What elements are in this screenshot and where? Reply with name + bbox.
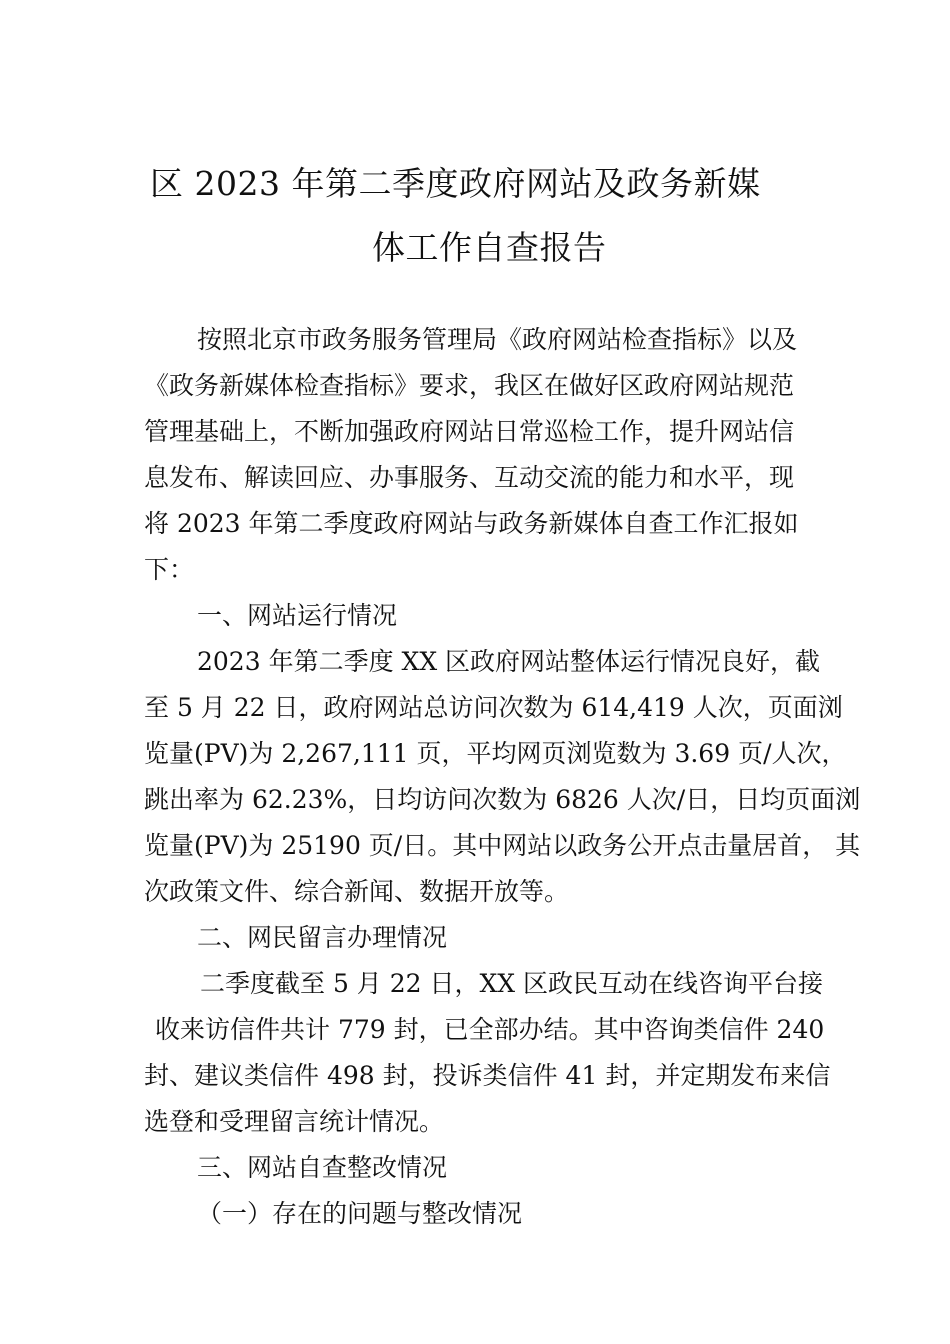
intro-line: 管理基础上，不断加强政府网站日常巡检工作，提升网站信: [144, 417, 795, 446]
section-3-heading: 三、网站自查整改情况: [197, 1153, 448, 1182]
section-1-heading: 一、网站运行情况: [197, 601, 398, 630]
section-1-line: 览量(PV)为 25190 页/日。其中网站以政务公开点击量居首， 其: [144, 831, 861, 860]
section-1-line: 2023 年第二季度 XX 区政府网站整体运行情况良好，截: [197, 647, 821, 676]
intro-line: 将 2023 年第二季度政府网站与政务新媒体自查工作汇报如: [144, 509, 799, 538]
section-1-line: 跳出率为 62.23%，日均访问次数为 6826 人次/日，日均页面浏: [144, 785, 861, 814]
document-title-line-1: 区 2023 年第二季度政府网站及政务新媒: [150, 164, 761, 203]
section-2-line: 封、建议类信件 498 封，投诉类信件 41 封，并定期发布来信: [144, 1061, 831, 1090]
intro-line: 按照北京市政务服务管理局《政府网站检查指标》以及: [197, 325, 798, 354]
subsection-1-heading: （一）存在的问题与整改情况: [197, 1199, 523, 1228]
section-2-line: 收来访信件共计 779 封，已全部办结。其中咨询类信件 240: [155, 1015, 825, 1044]
intro-line: 息发布、解读回应、办事服务、互动交流的能力和水平，现: [144, 463, 795, 492]
section-1-line: 至 5 月 22 日，政府网站总访问次数为 614,419 人次，页面浏: [144, 693, 843, 722]
section-1-line: 览量(PV)为 2,267,111 页，平均网页浏览数为 3.69 页/人次，: [144, 739, 847, 768]
section-2-line: 二季度截至 5 月 22 日，XX 区政民互动在线咨询平台接: [200, 969, 824, 998]
intro-line: 下：: [144, 555, 195, 584]
document-title-line-2: 体工作自查报告: [372, 228, 607, 267]
section-2-line: 选登和受理留言统计情况。: [144, 1107, 445, 1136]
section-2-heading: 二、网民留言办理情况: [197, 923, 448, 952]
intro-line: 《政务新媒体检查指标》要求，我区在做好区政府网站规范: [144, 371, 795, 400]
section-1-line: 次政策文件、综合新闻、数据开放等。: [144, 877, 570, 906]
